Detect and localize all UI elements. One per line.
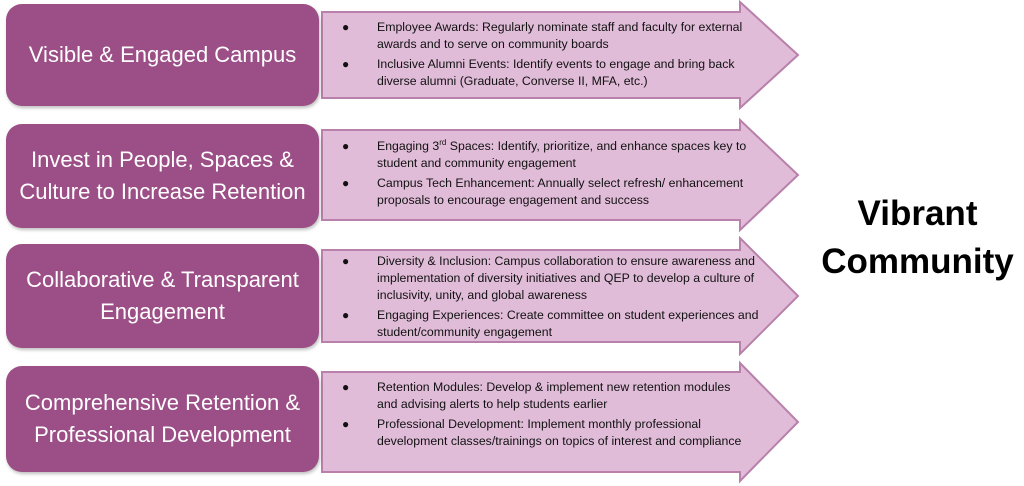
bullet-list: [340, 138, 760, 212]
bullet-item: ● Engaging 3rd Spaces: Identify, prioritize, and enhance spaces key to student and community engagement: [342, 137, 747, 170]
row-title-box: [6, 124, 319, 228]
outcome-line-2: Community: [821, 242, 1014, 281]
outcome-line-1: Vibrant: [857, 194, 978, 233]
bullet-item: ● Engaging Experiences: Create committee on student experiences and student/community engagement: [342, 308, 759, 339]
bullet-dot-icon: ●: [342, 176, 350, 190]
bullet-dot-icon: ●: [342, 417, 350, 431]
bullet-item: ● Diversity & Inclusion: Campus collaboration to ensure awareness and implementation of diversity initiatives and QEP to develop a culture of inclusivity, unity, and global awareness: [342, 254, 755, 302]
bullet-dot-icon: ●: [342, 57, 350, 71]
bullet-item: ● Professional Development: Implement monthly professional development classes/trainings on topics of interest and compliance: [342, 417, 742, 448]
row-title-box: [6, 244, 319, 348]
bullet-dot-icon: ●: [342, 308, 350, 322]
bullet-dot-icon: ●: [342, 20, 350, 34]
bullet-item: ● Retention Modules: Develop & implement new retention modules and advising alerts to help students earlier: [342, 380, 731, 411]
row-title: Collaborative & Transparent Engagement: [26, 267, 299, 324]
row-title-box: [6, 4, 319, 106]
bullet-list: [340, 253, 765, 344]
bullet-dot-icon: ●: [342, 139, 350, 153]
row-title: Invest in People, Spaces & Culture to Increase Retention: [19, 147, 306, 204]
bullet-dot-icon: ●: [342, 380, 350, 394]
bullet-list: [340, 19, 750, 93]
outcome-label: [815, 190, 1020, 286]
bullet-dot-icon: ●: [342, 254, 350, 268]
bullet-list: [340, 379, 750, 453]
bullet-item: ● Inclusive Alumni Events: Identify events to engage and bring back diverse alumni (Graduate, Converse II, MFA, etc.): [342, 57, 735, 88]
bullet-item: ● Employee Awards: Regularly nominate staff and faculty for external awards and to serve on community boards: [342, 20, 743, 51]
bullet-item: ● Campus Tech Enhancement: Annually select refresh/ enhancement proposals to encourage engagement and success: [342, 176, 744, 207]
row-title: Comprehensive Retention & Professional Development: [24, 390, 301, 447]
row-title-box: [6, 366, 319, 472]
row-title: Visible & Engaged Campus: [28, 42, 297, 67]
